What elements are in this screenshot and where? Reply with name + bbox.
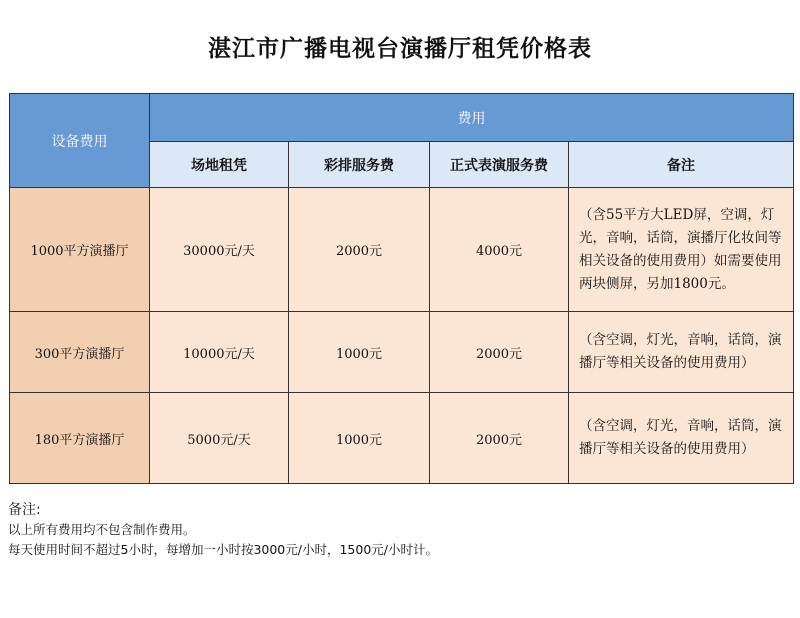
note-line: 每天使用时间不超过5小时，每增加一小时按3000元/小时，1500元/小时计。 [8, 542, 439, 557]
row-name: 300平方演播厅 [10, 312, 150, 393]
rehearsal-fee: 1000元 [289, 393, 430, 484]
rehearsal-fee: 1000元 [289, 312, 430, 393]
column-header-rehearsal: 彩排服务费 [289, 142, 430, 188]
header-fee: 费用 [150, 94, 794, 142]
row-name: 1000平方演播厅 [10, 188, 150, 312]
price-table [9, 93, 794, 484]
table-row [10, 393, 794, 484]
venue-price: 10000元/天 [150, 312, 289, 393]
column-header-venue: 场地租凭 [150, 142, 289, 188]
rehearsal-fee: 2000元 [289, 188, 430, 312]
remark-text: （含空调，灯光，音响，话筒，演播厅等相关设备的使用费用） [569, 312, 794, 393]
column-header-remark: 备注 [569, 142, 794, 188]
page-title: 湛江市广播电视台演播厅租凭价格表 [208, 36, 592, 62]
performance-fee: 2000元 [430, 312, 569, 393]
row-name: 180平方演播厅 [10, 393, 150, 484]
table-row [10, 312, 794, 393]
notes-section [8, 500, 438, 560]
performance-fee: 4000元 [430, 188, 569, 312]
column-header-performance: 正式表演服务费 [430, 142, 569, 188]
note-line: 以上所有费用均不包含制作费用。 [8, 522, 196, 537]
notes-title: 备注: [8, 502, 41, 518]
table-row [10, 188, 794, 312]
remark-text: （含55平方大LED屏，空调，灯光，音响，话筒，演播厅化妆间等相关设备的使用费用）如需要使用两块侧屏，另加1800元。 [569, 188, 794, 312]
venue-price: 30000元/天 [150, 188, 289, 312]
performance-fee: 2000元 [430, 393, 569, 484]
remark-text: （含空调，灯光，音响，话筒，演播厅等相关设备的使用费用） [569, 393, 794, 484]
venue-price: 5000元/天 [150, 393, 289, 484]
header-equipment-fee: 设备费用 [10, 94, 150, 188]
